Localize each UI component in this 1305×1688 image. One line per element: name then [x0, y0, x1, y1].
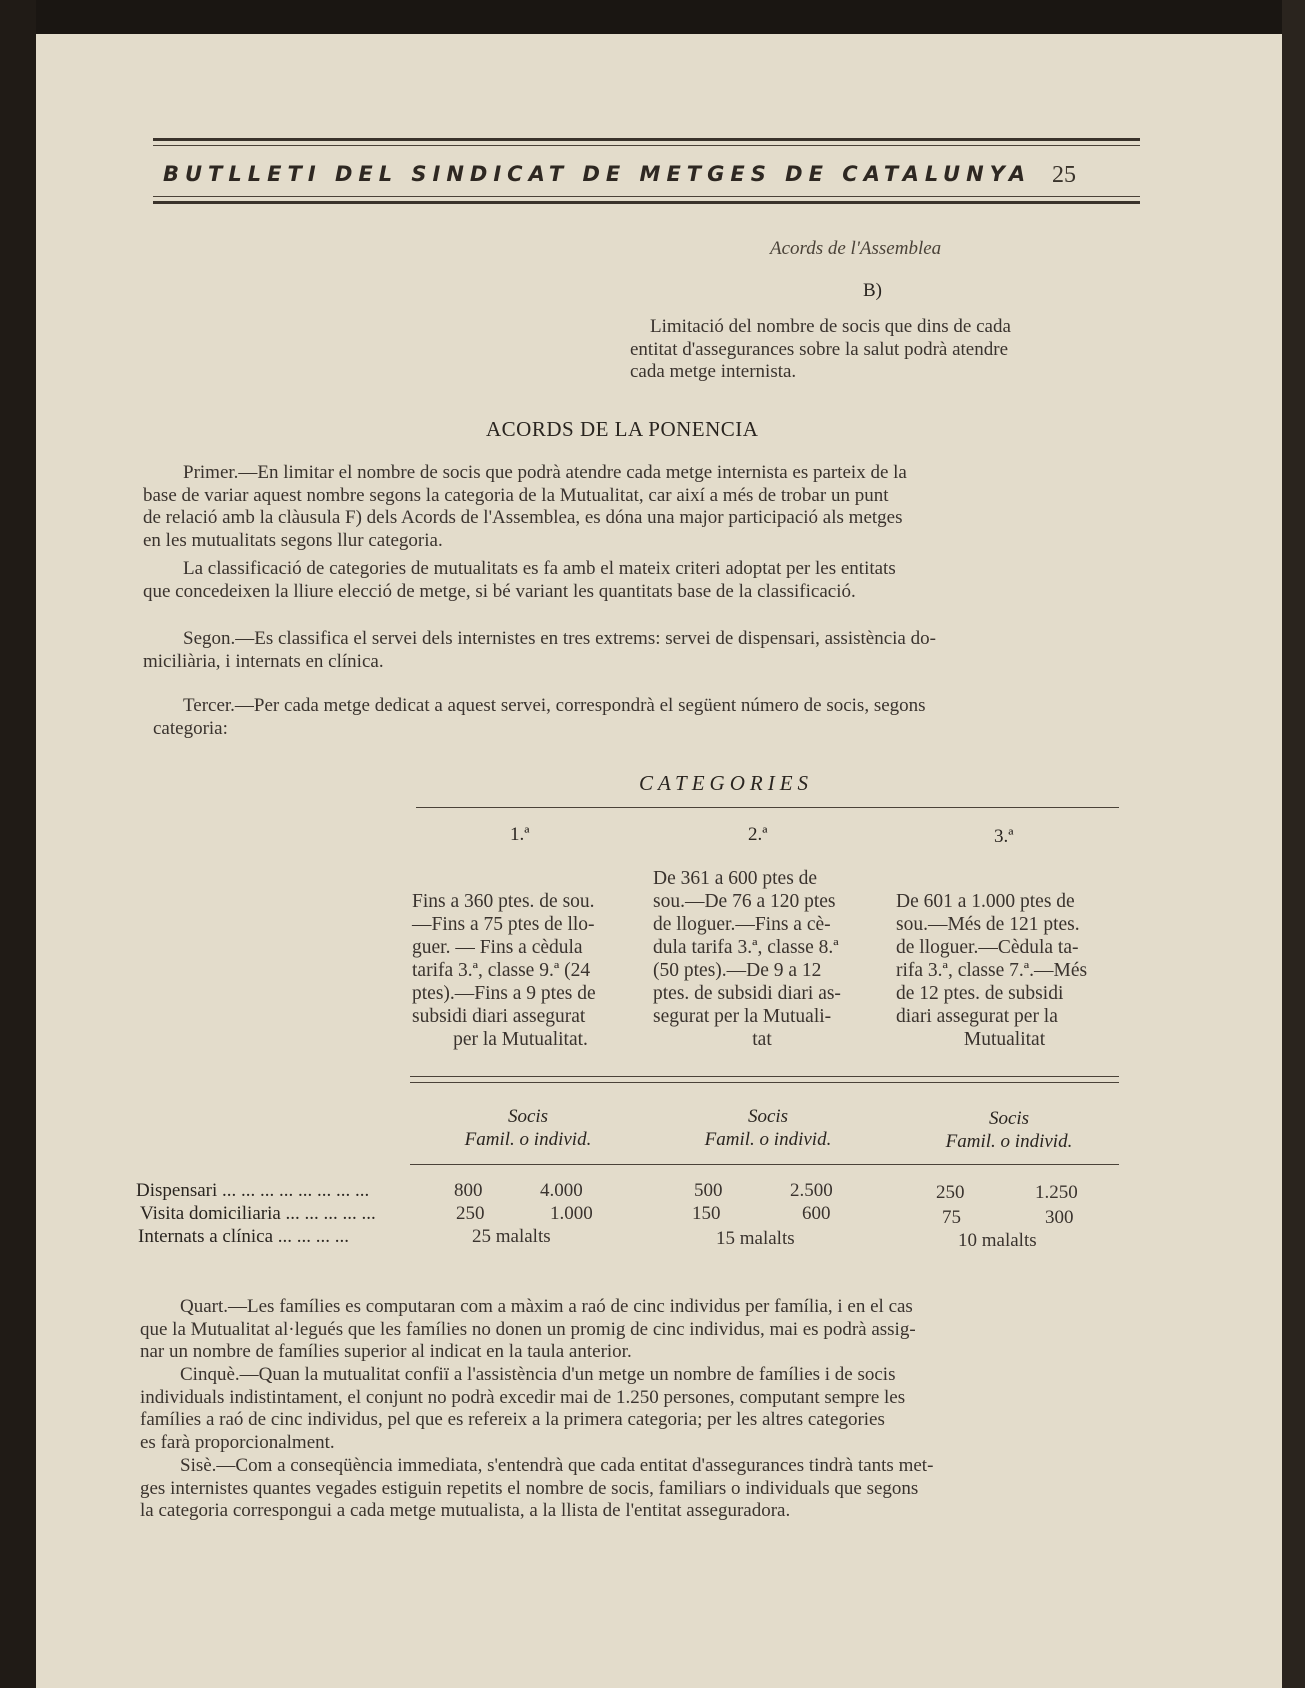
category-desc-2	[653, 867, 871, 1051]
journal-title: BUTLLETI DEL SINDICAT DE METGES DE CATALUNYA	[163, 162, 1032, 186]
header-rule-top	[153, 138, 1140, 141]
cell-value: 800	[454, 1180, 483, 1201]
text-line: Cinquè.—Quan la mutualitat confiï a l'assistència d'un metge un nombre de famílies i de socis	[180, 1364, 896, 1385]
text-line: que la Mutualitat al·legués que les famílies no donen un promig de cinc individus, mai es podrà assig-	[140, 1318, 916, 1340]
text-line: base de variar aquest nombre segons la categoria de la Mutualitat, car així a més de trobar un punt	[143, 484, 889, 506]
text-line: miciliària, i internats en clínica.	[143, 650, 384, 672]
desc-line: De 361 a 600 ptes de	[653, 868, 818, 889]
cell-value: 1.000	[550, 1203, 593, 1224]
categories-heading: CATEGORIES	[639, 771, 814, 795]
text-line: es farà proporcionalment.	[140, 1431, 335, 1453]
paragraph-segon	[143, 628, 1119, 673]
category-desc-3	[896, 890, 1113, 1051]
desc-line: sou.—De 76 a 120 ptes	[653, 891, 836, 912]
paragraph-quart	[140, 1296, 1116, 1364]
desc-line: per la Mutualitat.	[453, 1029, 588, 1050]
cell-value: 150	[692, 1203, 721, 1224]
header-rule-bottom-thin	[153, 196, 1140, 197]
desc-line: de lloguer.—Cèdula ta-	[896, 937, 1079, 958]
desc-line: de lloguer.—Fins a cè-	[653, 914, 831, 935]
socis-sub-2: Famil. o individ.	[704, 1129, 832, 1150]
desc-line: Fins a 360 ptes. de sou.	[412, 891, 595, 912]
cell-value: 600	[802, 1203, 831, 1224]
text-line: categoria:	[153, 717, 228, 739]
cell-value: 10 malalts	[958, 1230, 1037, 1251]
text-line: Quart.—Les famílies es computaran com a màxim a raó de cinc individus per família, i en el cas	[180, 1296, 913, 1317]
text-line: que concedeixen la lliure elecció de metge, si bé variant les quantitats base de la classificació.	[143, 580, 856, 602]
desc-line: guer. — Fins a cèdula	[412, 937, 583, 958]
socis-label-1: Socis	[507, 1106, 549, 1127]
desc-line: Mutualitat	[963, 1029, 1046, 1050]
desc-line: rifa 3.ª, classe 7.ª.—Més	[896, 960, 1088, 981]
row-label-internats: Internats a clínica ... ... ... ...	[138, 1226, 350, 1247]
row-label-visita: Visita domiciliaria ... ... ... ... ...	[140, 1203, 376, 1224]
desc-line: sou.—Més de 121 ptes.	[896, 914, 1080, 935]
desc-line: subsidi diari assegurat	[412, 1006, 586, 1027]
assembly-section: B)	[863, 280, 882, 301]
text-line: Primer.—En limitar el nombre de socis que podrà atendre cada metge internista es parteix de la	[183, 462, 907, 483]
cell-value: 25 malalts	[472, 1226, 551, 1247]
text-line: ges internistes quantes vegades estiguin repetits el nombre de socis, familiars o individuals que segons	[140, 1477, 919, 1499]
cell-value: 500	[694, 1180, 723, 1201]
category-label-2: 2.ª	[748, 824, 768, 845]
assembly-text	[630, 316, 1119, 384]
header-rule-bottom	[153, 201, 1140, 204]
socis-label-3: Socis	[988, 1108, 1030, 1129]
socis-sub-1: Famil. o individ.	[464, 1129, 592, 1150]
table-double-rule-b	[410, 1082, 1119, 1083]
category-label-3: 3.ª	[994, 826, 1014, 847]
row-label-dispensari: Dispensari ... ... ... ... ... ... ... ...	[136, 1180, 370, 1201]
paragraph-tercer	[143, 695, 1119, 740]
categories-rule	[416, 807, 1119, 808]
assembly-line: cada metge internista.	[630, 361, 797, 382]
assembly-heading: Acords de l'Assemblea	[770, 238, 942, 259]
assembly-line: entitat d'assegurances sobre la salut podrà atendre	[630, 338, 1008, 360]
desc-line: ptes).—Fins a 9 ptes de	[412, 983, 596, 1004]
text-line: individuals indistintament, el conjunt no podrà excedir mai de 1.250 persones, computant sempre les	[140, 1386, 906, 1408]
cell-value: 1.250	[1035, 1182, 1078, 1203]
paragraph-sise	[140, 1455, 1116, 1523]
desc-line: (50 ptes).—De 9 a 12	[653, 960, 822, 981]
socis-rule	[410, 1164, 1119, 1165]
desc-line: ptes. de subsidi diari as-	[653, 983, 841, 1004]
cell-value: 2.500	[790, 1180, 833, 1201]
text-line: nar un nombre de famílies superior al indicat en la taula anterior.	[140, 1341, 632, 1362]
text-line: La classificació de categories de mutualitats es fa amb el mateix criteri adoptat per les entitats	[183, 558, 896, 579]
desc-line: —Fins a 75 ptes de llo-	[412, 914, 595, 935]
desc-line: tat	[752, 1029, 772, 1050]
socis-sub-3: Famil. o individ.	[945, 1131, 1073, 1152]
socis-label-2: Socis	[747, 1106, 789, 1127]
desc-line: De 601 a 1.000 ptes de	[896, 891, 1075, 912]
ponencia-heading: ACORDS DE LA PONENCIA	[486, 417, 759, 441]
paragraph-cinque	[140, 1364, 1116, 1454]
desc-line: de 12 ptes. de subsidi	[896, 983, 1064, 1004]
cell-value: 4.000	[540, 1180, 583, 1201]
desc-line: dula tarifa 3.ª, classe 8.ª	[653, 937, 839, 958]
text-line: en les mutualitats segons llur categoria.	[143, 529, 443, 551]
header-rule-top-thin	[153, 145, 1140, 146]
assembly-line: Limitació del nombre de socis que dins de cada	[650, 316, 1011, 337]
text-line: famílies a raó de cinc individus, pel que es refereix a la primera categoria; per les altres categories	[140, 1409, 885, 1430]
category-label-1: 1.ª	[510, 824, 530, 845]
cell-value: 250	[456, 1203, 485, 1224]
cell-value: 300	[1045, 1207, 1074, 1228]
cell-value: 75	[942, 1207, 961, 1228]
desc-line: segurat per la Mutuali-	[653, 1006, 832, 1027]
text-line: Segon.—Es classifica el servei dels internistes en tres extrems: servei de dispensari, assistència do-	[183, 628, 936, 649]
text-line: de relació amb la clàusula F) dels Acords de l'Assemblea, es dóna una major participació als metges	[143, 507, 903, 528]
document-page	[36, 34, 1282, 1688]
text-line: Sisè.—Com a conseqüència immediata, s'entendrà que cada entitat d'assegurances tindrà tants met-	[180, 1455, 934, 1476]
text-line: Tercer.—Per cada metge dedicat a aquest servei, correspondrà el següent número de socis, segons	[183, 695, 926, 716]
category-desc-1	[412, 890, 629, 1051]
cell-value: 250	[936, 1182, 965, 1203]
paragraph-primer	[143, 462, 1119, 552]
cell-value: 15 malalts	[716, 1228, 795, 1249]
paragraph-classificacio	[143, 558, 1119, 603]
desc-line: diari assegurat per la	[896, 1006, 1058, 1027]
table-double-rule-a	[410, 1076, 1119, 1077]
page-edge	[1282, 0, 1305, 1688]
page-number: 25	[1052, 162, 1076, 188]
desc-line: tarifa 3.ª, classe 9.ª (24	[412, 960, 591, 981]
book-spine	[0, 0, 36, 1688]
text-line: la categoria correspongui a cada metge mutualista, a la llista de l'entitat asseguradora.	[140, 1500, 791, 1521]
